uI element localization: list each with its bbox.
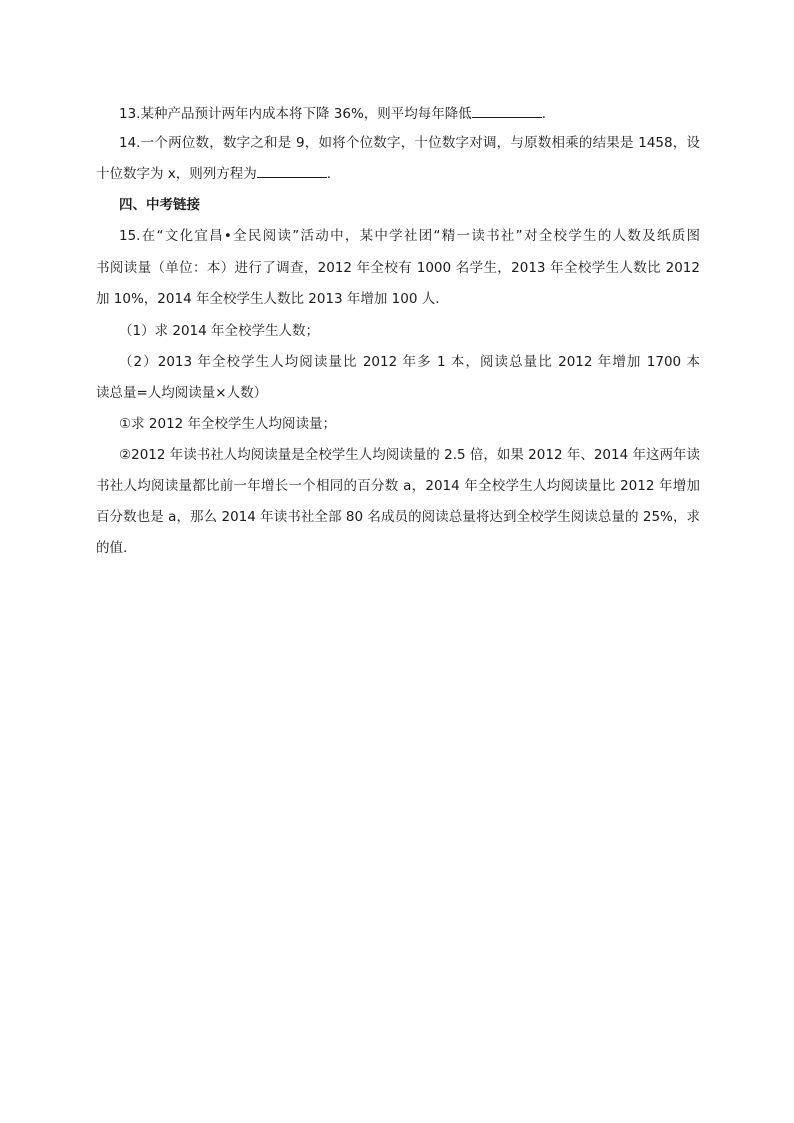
question-15-line-3: 加 10%，2014 年全校学生人数比 2013 年增加 100 人.: [96, 291, 440, 307]
question-14-text: 十位数字为 x，则列方程为: [96, 166, 257, 182]
question-15-line-2: 书阅读量（单位：本）进行了调查，2012 年全校有 1000 名学生，2013 年全校学生人数比 2012: [96, 260, 700, 276]
question-15-sub-2-line-3: 百分数也是 a，那么 2014 年读书社全部 80 名成员的阅读总量将达到全校学生阅读总量的 25%，求: [96, 509, 700, 525]
question-15-sub-2-line-1: ②2012 年读书社人均阅读量是全校学生人均阅读量的 2.5 倍，如果 2012 年、2014 年这两年读: [119, 447, 700, 463]
answer-blank-13[interactable]: [472, 103, 542, 118]
question-14-line-1: 14.一个两位数，数字之和是 9，如将个位数字，十位数字对调，与原数相乘的结果是 1458，设: [119, 135, 700, 151]
answer-blank-14[interactable]: [257, 163, 327, 178]
question-15-sub-2-line-4: 的值.: [96, 540, 128, 556]
question-13-end: .: [541, 106, 547, 122]
question-15-sub-1: ①求 2012 年全校学生人均阅读量；: [119, 416, 337, 432]
question-14-line-2: [96, 163, 700, 184]
question-15-sub-2-line-2: 书社人均阅读量都比前一年增长一个相同的百分数 a，2014 年全校学生人均阅读量比 2012 年增加: [96, 478, 700, 494]
question-15-part-2-line-1: （2）2013 年全校学生人均阅读量比 2012 年多 1 本，阅读总量比 2012 年增加 1700 本: [119, 354, 700, 370]
section-heading: 四、中考链接: [119, 197, 200, 213]
question-14-end: .: [326, 166, 332, 182]
question-15-part-2-line-2: 读总量=人均阅读量×人数）: [96, 385, 268, 401]
question-15-line-1: 15.在“文化宜昌•全民阅读”活动中，某中学社团“精一读书社”对全校学生的人数及纸质图: [119, 228, 700, 244]
question-15-part-1: （1）求 2014 年全校学生人数；: [119, 323, 320, 339]
question-13-text: 13.某种产品预计两年内成本将下降 36%，则平均每年降低: [119, 106, 472, 122]
question-13: [119, 103, 700, 124]
